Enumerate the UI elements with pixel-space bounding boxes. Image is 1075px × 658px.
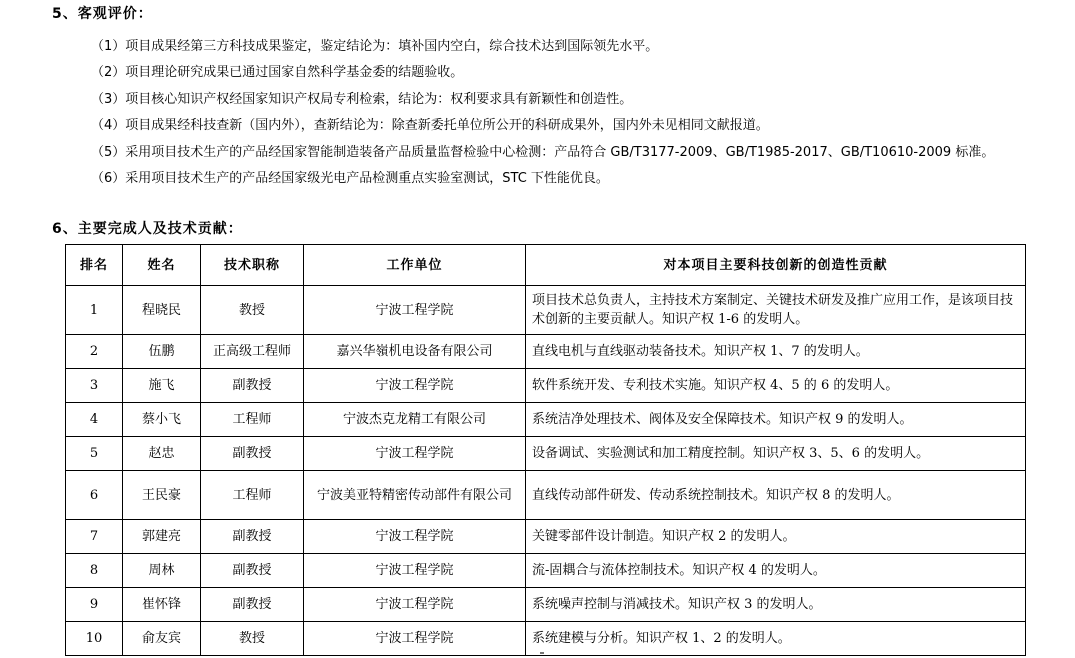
table-row [66, 471, 1026, 520]
cell-contribution: 流-固耦合与流体控制技术。知识产权 4 的发明人。 [526, 554, 1026, 588]
section-5-title: 5、客观评价： [52, 6, 153, 22]
cell-title: 教授 [201, 622, 304, 656]
cell-contribution: 系统噪声控制与消减技术。知识产权 3 的发明人。 [526, 588, 1026, 622]
cell-title: 副教授 [201, 437, 304, 471]
cell-title: 教授 [201, 286, 304, 335]
cell-name: 俞友宾 [123, 622, 201, 656]
cell-name: 程晓民 [123, 286, 201, 335]
cell-contribution: 设备调试、实验测试和加工精度控制。知识产权 3、5、6 的发明人。 [526, 437, 1026, 471]
cell-name: 赵忠 [123, 437, 201, 471]
section-6-title: 6、主要完成人及技术贡献： [52, 221, 243, 237]
page-footer-mark [540, 652, 544, 654]
cell-name: 周林 [123, 554, 201, 588]
cell-contribution: 项目技术总负责人，主持技术方案制定、关键技术研发及推广应用工作，是该项目技术创新的主要贡献人。知识产权 1-6 的发明人。 [526, 286, 1026, 335]
cell-title: 正高级工程师 [201, 335, 304, 369]
cell-rank: 7 [66, 520, 123, 554]
cell-rank: 1 [66, 286, 123, 335]
cell-rank: 3 [66, 369, 123, 403]
cell-name: 蔡小飞 [123, 403, 201, 437]
cell-title: 工程师 [201, 471, 304, 520]
table-row [66, 622, 1026, 656]
cell-unit: 宁波工程学院 [304, 622, 526, 656]
cell-unit: 宁波工程学院 [304, 588, 526, 622]
cell-contribution: 系统洁净处理技术、阀体及安全保障技术。知识产权 9 的发明人。 [526, 403, 1026, 437]
cell-rank: 9 [66, 588, 123, 622]
cell-unit: 嘉兴华嶺机电设备有限公司 [304, 335, 526, 369]
cell-unit: 宁波工程学院 [304, 554, 526, 588]
cell-name: 伍鹏 [123, 335, 201, 369]
cell-unit: 宁波工程学院 [304, 437, 526, 471]
cell-rank: 2 [66, 335, 123, 369]
evaluation-item-6: （6）采用项目技术生产的产品经国家级光电产品检测重点实验室测试，STC 下性能优良。 [91, 171, 609, 186]
header-contribution: 对本项目主要科技创新的创造性贡献 [526, 245, 1026, 286]
cell-title: 副教授 [201, 369, 304, 403]
cell-name: 施飞 [123, 369, 201, 403]
cell-rank: 10 [66, 622, 123, 656]
cell-unit: 宁波工程学院 [304, 369, 526, 403]
cell-contribution: 系统建模与分析。知识产权 1、2 的发明人。 [526, 622, 1026, 656]
cell-unit: 宁波工程学院 [304, 520, 526, 554]
table-row [66, 437, 1026, 471]
evaluation-item-4: （4）项目成果经科技查新（国内外），查新结论为：除查新委托单位所公开的科研成果外，国内外未见相同文献报道。 [91, 118, 769, 133]
cell-unit: 宁波美亚特精密传动部件有限公司 [304, 471, 526, 520]
header-title: 技术职称 [201, 245, 304, 286]
header-name: 姓名 [123, 245, 201, 286]
table-row [66, 403, 1026, 437]
table-row [66, 520, 1026, 554]
evaluation-item-3: （3）项目核心知识产权经国家知识产权局专利检索，结论为：权利要求具有新颖性和创造性。 [91, 92, 633, 107]
cell-rank: 5 [66, 437, 123, 471]
evaluation-item-5: （5）采用项目技术生产的产品经国家智能制造装备产品质量监督检验中心检测：产品符合 GB/T3177-2009、GB/T1985-2017、GB/T10610-2009 标准。 [91, 145, 995, 160]
table-header-row [66, 245, 1026, 286]
cell-title: 副教授 [201, 554, 304, 588]
cell-unit: 宁波工程学院 [304, 286, 526, 335]
table-row [66, 588, 1026, 622]
cell-name: 崔怀锋 [123, 588, 201, 622]
table-row [66, 335, 1026, 369]
evaluation-item-2: （2）项目理论研究成果已通过国家自然科学基金委的结题验收。 [91, 65, 464, 80]
cell-contribution: 直线传动部件研发、传动系统控制技术。知识产权 8 的发明人。 [526, 471, 1026, 520]
cell-unit: 宁波杰克龙精工有限公司 [304, 403, 526, 437]
table-row [66, 286, 1026, 335]
cell-rank: 8 [66, 554, 123, 588]
table-row [66, 369, 1026, 403]
cell-rank: 6 [66, 471, 123, 520]
cell-title: 副教授 [201, 520, 304, 554]
cell-title: 副教授 [201, 588, 304, 622]
cell-contribution: 直线电机与直线驱动装备技术。知识产权 1、7 的发明人。 [526, 335, 1026, 369]
cell-contribution: 关键零部件设计制造。知识产权 2 的发明人。 [526, 520, 1026, 554]
header-rank: 排名 [66, 245, 123, 286]
contributors-table [65, 244, 1026, 656]
cell-contribution: 软件系统开发、专利技术实施。知识产权 4、5 的 6 的发明人。 [526, 369, 1026, 403]
cell-rank: 4 [66, 403, 123, 437]
cell-name: 郭建亮 [123, 520, 201, 554]
evaluation-item-1: （1）项目成果经第三方科技成果鉴定，鉴定结论为：填补国内空白，综合技术达到国际领先水平。 [91, 39, 659, 54]
cell-name: 王民豪 [123, 471, 201, 520]
cell-title: 工程师 [201, 403, 304, 437]
header-unit: 工作单位 [304, 245, 526, 286]
table-row [66, 554, 1026, 588]
